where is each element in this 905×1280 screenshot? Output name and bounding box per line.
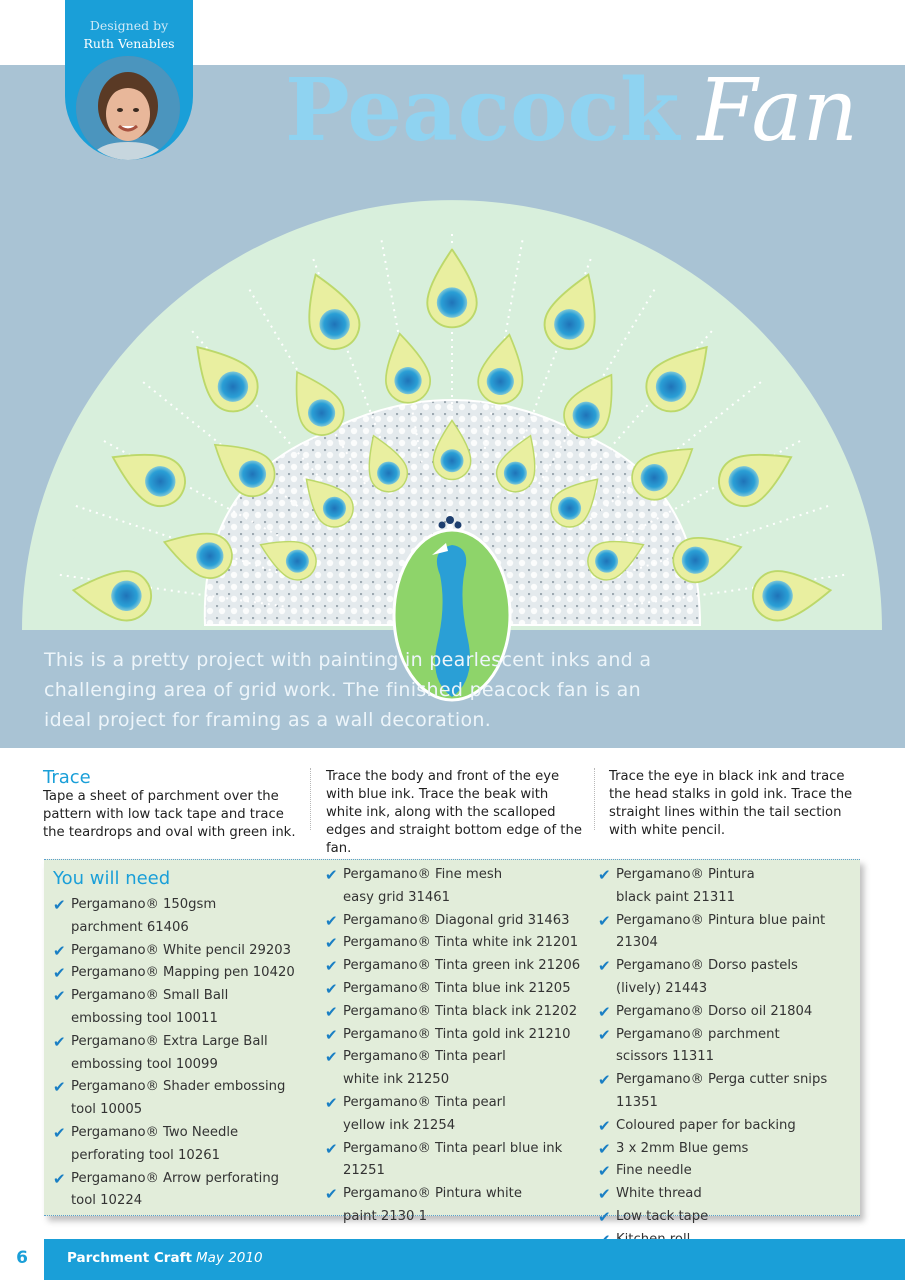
material-item-text: Low tack tape (616, 1208, 709, 1224)
material-item-text: Pergamano® Tinta pearl (343, 1094, 506, 1110)
material-item-text: Pergamano® Tinta gold ink 21210 (343, 1026, 571, 1042)
trace-column-2 (326, 768, 584, 858)
material-item (598, 910, 860, 956)
trace-column-1 (43, 768, 303, 842)
title-word-peacock: Peacock (285, 60, 680, 161)
designer-name: Ruth Venables (83, 36, 175, 51)
material-item-text: tool 10005 (71, 1102, 143, 1118)
feather-eye (437, 287, 467, 317)
material-item-text: Pergamano® 150gsm (71, 897, 217, 912)
material-item (53, 1076, 313, 1122)
material-item-text: Pergamano® Tinta green ink 21206 (343, 958, 581, 974)
material-item (325, 932, 595, 955)
material-item-text: Pergamano® parchment (616, 1026, 780, 1042)
material-item-text: tool 10224 (71, 1193, 143, 1209)
designer-badge (65, 0, 193, 160)
designed-by-label: Designed by (89, 18, 169, 33)
material-item-text: White thread (616, 1186, 702, 1202)
peacock-crest-gem (455, 522, 462, 529)
checkmark-icon: ✔ (53, 1078, 66, 1097)
checkmark-icon: ✔ (53, 1123, 66, 1142)
material-item-text: Pergamano® Dorso oil 21804 (616, 1003, 813, 1019)
material-item (598, 1001, 860, 1024)
material-item-text: embossing tool 10099 (71, 1056, 218, 1072)
material-item-text: Pergamano® Tinta pearl blue ink 21251 (343, 1140, 563, 1179)
checkmark-icon: ✔ (325, 1093, 338, 1112)
page-footer (0, 1239, 905, 1280)
peacock-crest-gem (439, 522, 446, 529)
material-item (53, 1031, 313, 1077)
peacock-crest-gem (446, 516, 454, 524)
material-item-text: 3 x 2mm Blue gems (616, 1140, 749, 1156)
material-item-text: Pergamano® Pintura (616, 867, 755, 882)
trace-heading: Trace (43, 767, 91, 788)
checkmark-icon: ✔ (53, 964, 66, 983)
material-item-text: Pergamano® Dorso pastels (616, 958, 798, 974)
material-item (598, 1115, 860, 1138)
issue-date: May 2010 (196, 1250, 263, 1266)
checkmark-icon: ✔ (325, 957, 338, 976)
material-item (325, 978, 595, 1001)
trace-column-3 (609, 768, 867, 840)
materials-list-1 (53, 894, 313, 1213)
title-word-fan: Fan (697, 61, 858, 161)
material-item (325, 955, 595, 978)
checkmark-icon: ✔ (598, 957, 611, 976)
material-item-text: Pergamano® Shader embossing (71, 1079, 286, 1095)
checkmark-icon: ✔ (325, 1185, 338, 1204)
designer-portrait-image (76, 56, 180, 160)
material-item (598, 1160, 860, 1183)
material-item (598, 1138, 860, 1161)
material-item (325, 910, 595, 933)
material-item-text: yellow ink 21254 (343, 1117, 456, 1133)
material-item-text: Pergamano® Perga cutter snips 11351 (616, 1072, 828, 1110)
material-item (53, 894, 313, 940)
material-item-text: Pergamano® Tinta pearl (343, 1049, 506, 1065)
material-item-text: Pergamano® Small Ball (71, 988, 229, 1004)
material-item-text: Pergamano® Fine mesh (343, 867, 503, 882)
checkmark-icon: ✔ (53, 896, 66, 914)
checkmark-icon: ✔ (325, 911, 338, 930)
checkmark-icon: ✔ (53, 1169, 66, 1188)
material-item-text: (lively) 21443 (616, 980, 708, 996)
checkmark-icon: ✔ (598, 1139, 611, 1158)
material-item-text: parchment 61406 (71, 919, 189, 935)
checkmark-icon: ✔ (325, 934, 338, 953)
material-item-text: black paint 21311 (616, 889, 735, 905)
material-item (598, 1069, 860, 1115)
material-item-text: paint 2130 1 (343, 1208, 427, 1224)
trace-text-2: Trace the body and front of the eye with blue ink. Trace the beak with white ink, along with the scalloped edges and straight bottom edge of the fan. (326, 769, 582, 856)
trace-text-1: Tape a sheet of parchment over the pattern with low tack tape and trace the teardrops and oval with green ink. (43, 789, 296, 840)
material-item-text: Pergamano® Arrow perforating (71, 1170, 280, 1186)
checkmark-icon: ✔ (325, 979, 338, 998)
material-item (325, 1046, 595, 1092)
material-item (53, 985, 313, 1031)
material-item-text: easy grid 31461 (343, 889, 451, 905)
material-item (53, 1122, 313, 1168)
material-item (53, 962, 313, 985)
material-item-text: scissors 11311 (616, 1049, 715, 1065)
material-item (598, 955, 860, 1001)
designer-photo (76, 56, 180, 160)
materials-heading: You will need (53, 868, 171, 889)
material-item (325, 1001, 595, 1024)
page-title (285, 60, 858, 161)
intro-text: This is a pretty project with painting in pearlescent inks and a challenging area of grid work. The finished peacock fan is an ideal project for framing as a wall decoration. (44, 649, 652, 731)
material-item (598, 1206, 860, 1229)
materials-box (44, 859, 860, 1226)
checkmark-icon: ✔ (598, 1002, 611, 1021)
material-item-text: Pergamano® Mapping pen 10420 (71, 965, 295, 981)
materials-list-2 (325, 864, 595, 1229)
material-item (325, 1024, 595, 1047)
checkmark-icon: ✔ (598, 1116, 611, 1135)
material-item-text: Coloured paper for backing (616, 1117, 796, 1133)
checkmark-icon: ✔ (598, 911, 611, 930)
material-item-text: Pergamano® Pintura blue paint 21304 (616, 912, 826, 951)
material-item-text: Pergamano® Tinta black ink 21202 (343, 1003, 578, 1019)
material-item-text: white ink 21250 (343, 1072, 450, 1088)
page-number: 6 (0, 1239, 44, 1280)
material-item (325, 1092, 595, 1138)
column-divider (310, 768, 311, 830)
material-item (598, 1024, 860, 1070)
material-item-text: Pergamano® Diagonal grid 31463 (343, 912, 570, 928)
checkmark-icon: ✔ (325, 1002, 338, 1021)
checkmark-icon: ✔ (598, 1207, 611, 1226)
checkmark-icon: ✔ (325, 1139, 338, 1158)
column-divider (594, 768, 595, 830)
magazine-name: Parchment Craft (67, 1250, 192, 1266)
material-item (53, 940, 313, 963)
material-item (325, 1138, 595, 1184)
checkmark-icon: ✔ (598, 1025, 611, 1044)
material-item (598, 864, 860, 910)
material-item-text: Fine needle (616, 1163, 692, 1179)
material-item-text: embossing tool 10011 (71, 1010, 218, 1026)
checkmark-icon: ✔ (325, 1025, 338, 1044)
checkmark-icon: ✔ (325, 1048, 338, 1067)
material-item-text: Pergamano® Two Needle (71, 1124, 239, 1140)
feather-eye (440, 449, 463, 472)
material-item-text: Pergamano® Tinta white ink 21201 (343, 935, 579, 951)
material-item-text: Pergamano® White pencil 29203 (71, 942, 292, 958)
material-item-text: Pergamano® Extra Large Ball (71, 1033, 268, 1049)
checkmark-icon: ✔ (53, 987, 66, 1006)
checkmark-icon: ✔ (325, 866, 338, 884)
material-item-text: Pergamano® Tinta blue ink 21205 (343, 980, 571, 996)
checkmark-icon: ✔ (53, 941, 66, 960)
checkmark-icon: ✔ (598, 1185, 611, 1204)
material-item (325, 864, 595, 910)
trace-text-3: Trace the eye in black ink and trace the head stalks in gold ink. Trace the straight lines within the tail section with white pencil. (609, 769, 853, 838)
material-item (325, 1183, 595, 1229)
material-item (53, 1168, 313, 1214)
materials-list-3 (598, 864, 860, 1252)
checkmark-icon: ✔ (598, 1071, 611, 1090)
material-item (598, 1183, 860, 1206)
checkmark-icon: ✔ (598, 1162, 611, 1181)
material-item-text: perforating tool 10261 (71, 1147, 220, 1163)
material-item-text: Pergamano® Pintura white (343, 1186, 522, 1202)
checkmark-icon: ✔ (598, 866, 611, 884)
checkmark-icon: ✔ (53, 1032, 66, 1051)
